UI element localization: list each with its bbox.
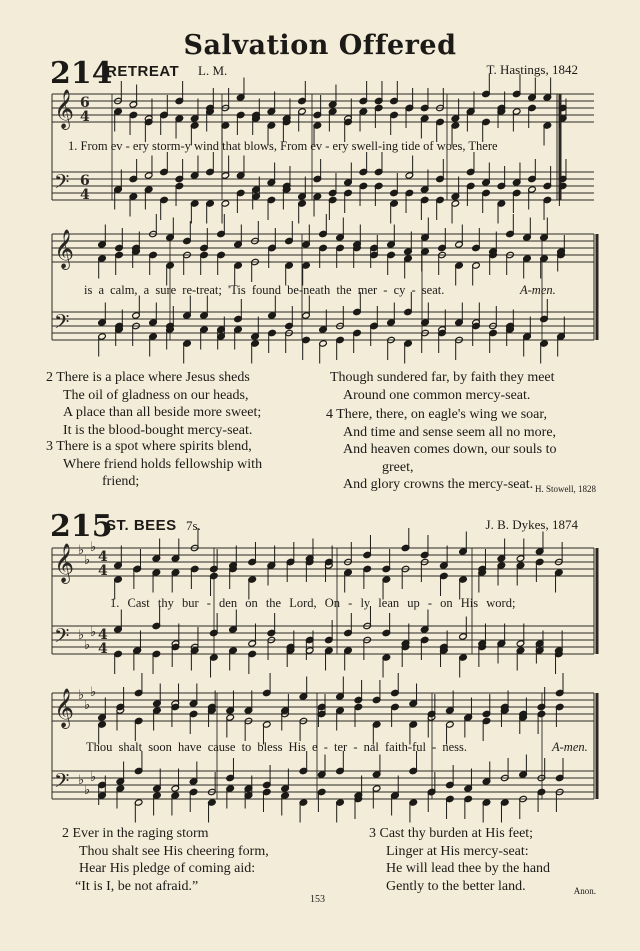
hymn-215-composer: J. B. Dykes, 1874: [485, 517, 578, 532]
hymn-214-amen: A-men.: [520, 283, 556, 297]
page-title: Salvation Offered: [183, 30, 457, 61]
treble-clef-icon: 𝄞: [54, 688, 75, 728]
flat-icon: ♭: [90, 685, 97, 700]
hymn-215-verse-3: 3 Cast thy burden at His feet; Linger at His mercy-seat: He will lead thee by the hand Gently to the better land.: [369, 826, 551, 894]
treble-clef-icon: 𝄞: [54, 89, 75, 129]
treble-clef-icon: 𝄞: [54, 229, 75, 269]
flat-icon: ♭: [78, 543, 85, 558]
hymn-214-tune: RETREAT: [106, 63, 180, 80]
svg-text:6: 6: [80, 173, 90, 189]
hymn-215-lyrics-line-1: 1. Cast thy bur - den on the Lord, On - ly lean up - on His word;: [110, 596, 516, 610]
flat-icon: ♭: [78, 688, 85, 703]
svg-text:4: 4: [98, 563, 108, 579]
hymn-214-composer: T. Hastings, 1842: [486, 62, 578, 77]
bass-clef-icon: 𝄢: [54, 769, 70, 797]
flat-icon: ♭: [84, 553, 91, 568]
hymn-215-author: Anon.: [573, 886, 596, 896]
treble-staff: [52, 540, 594, 584]
hymn-215-amen: A-men.: [552, 740, 588, 754]
flat-icon: ♭: [84, 783, 91, 798]
hymn-214-meter: L. M.: [198, 63, 228, 78]
hymn-215-number: 215: [50, 509, 113, 544]
svg-text:4: 4: [98, 627, 108, 643]
hymn-214-verse-2: 2 There is a place where Jesus sheds The oil of gladness on our heads, A place than all beside more sweet; It is the blood-bought mercy-seat.: [46, 370, 262, 438]
hymn-215-tune: ST. BEES: [106, 517, 177, 534]
hymn-215-meter: 7s.: [186, 518, 201, 533]
svg-text:4: 4: [98, 549, 108, 565]
flat-icon: ♭: [90, 770, 97, 785]
hymn-214-verse-4: 4 There, there, on eagle's wing we soar, And time and sense seem all no more, And heaven comes down, our souls to greet, And glory crowns the mercy-seat.: [326, 407, 557, 492]
hymn-214-lyrics-line-1: 1. From ev - ery storm-y wind that blows, From ev - ery swell-ing tide of woes, There: [68, 139, 498, 153]
hymn-214-author: H. Stowell, 1828: [534, 484, 596, 494]
treble-clef-icon: 𝄞: [54, 543, 75, 583]
svg-text:4: 4: [80, 109, 90, 125]
bass-clef-icon: 𝄢: [54, 624, 70, 652]
svg-text:6: 6: [80, 95, 90, 111]
flat-icon: ♭: [90, 540, 97, 555]
flat-icon: ♭: [84, 638, 91, 653]
hymn-215-verse-2: 2 Ever in the raging storm Thou shalt see His cheering form, Hear His pledge of coming aid: “It is I, be not afraid.”: [62, 826, 269, 894]
flat-icon: ♭: [78, 628, 85, 643]
svg-text:4: 4: [80, 187, 90, 203]
flat-icon: ♭: [84, 698, 91, 713]
flat-icon: ♭: [90, 625, 97, 640]
hymn-215-lyrics-line-2: Thou shalt soon have cause to bless His e - ter - nal faith-ful - ness.: [86, 740, 468, 754]
hymn-214-lyrics-line-2: is a calm, a sure re-treat; 'Tis found be-neath the mer - cy - seat.: [84, 283, 445, 297]
hymn-214-number: 214: [50, 56, 113, 91]
bass-clef-icon: 𝄢: [54, 170, 70, 198]
page-number: 153: [310, 894, 325, 905]
svg-text:4: 4: [98, 641, 108, 657]
hymn-214-verse-3: 3 There is a spot where spirits blend, Where friend holds fellowship with friend;: [46, 439, 263, 489]
flat-icon: ♭: [78, 773, 85, 788]
hymn-214-verse-3-cont: Though sundered far, by faith they meet Around one common mercy-seat.: [330, 370, 555, 403]
bass-clef-icon: 𝄢: [54, 310, 70, 338]
